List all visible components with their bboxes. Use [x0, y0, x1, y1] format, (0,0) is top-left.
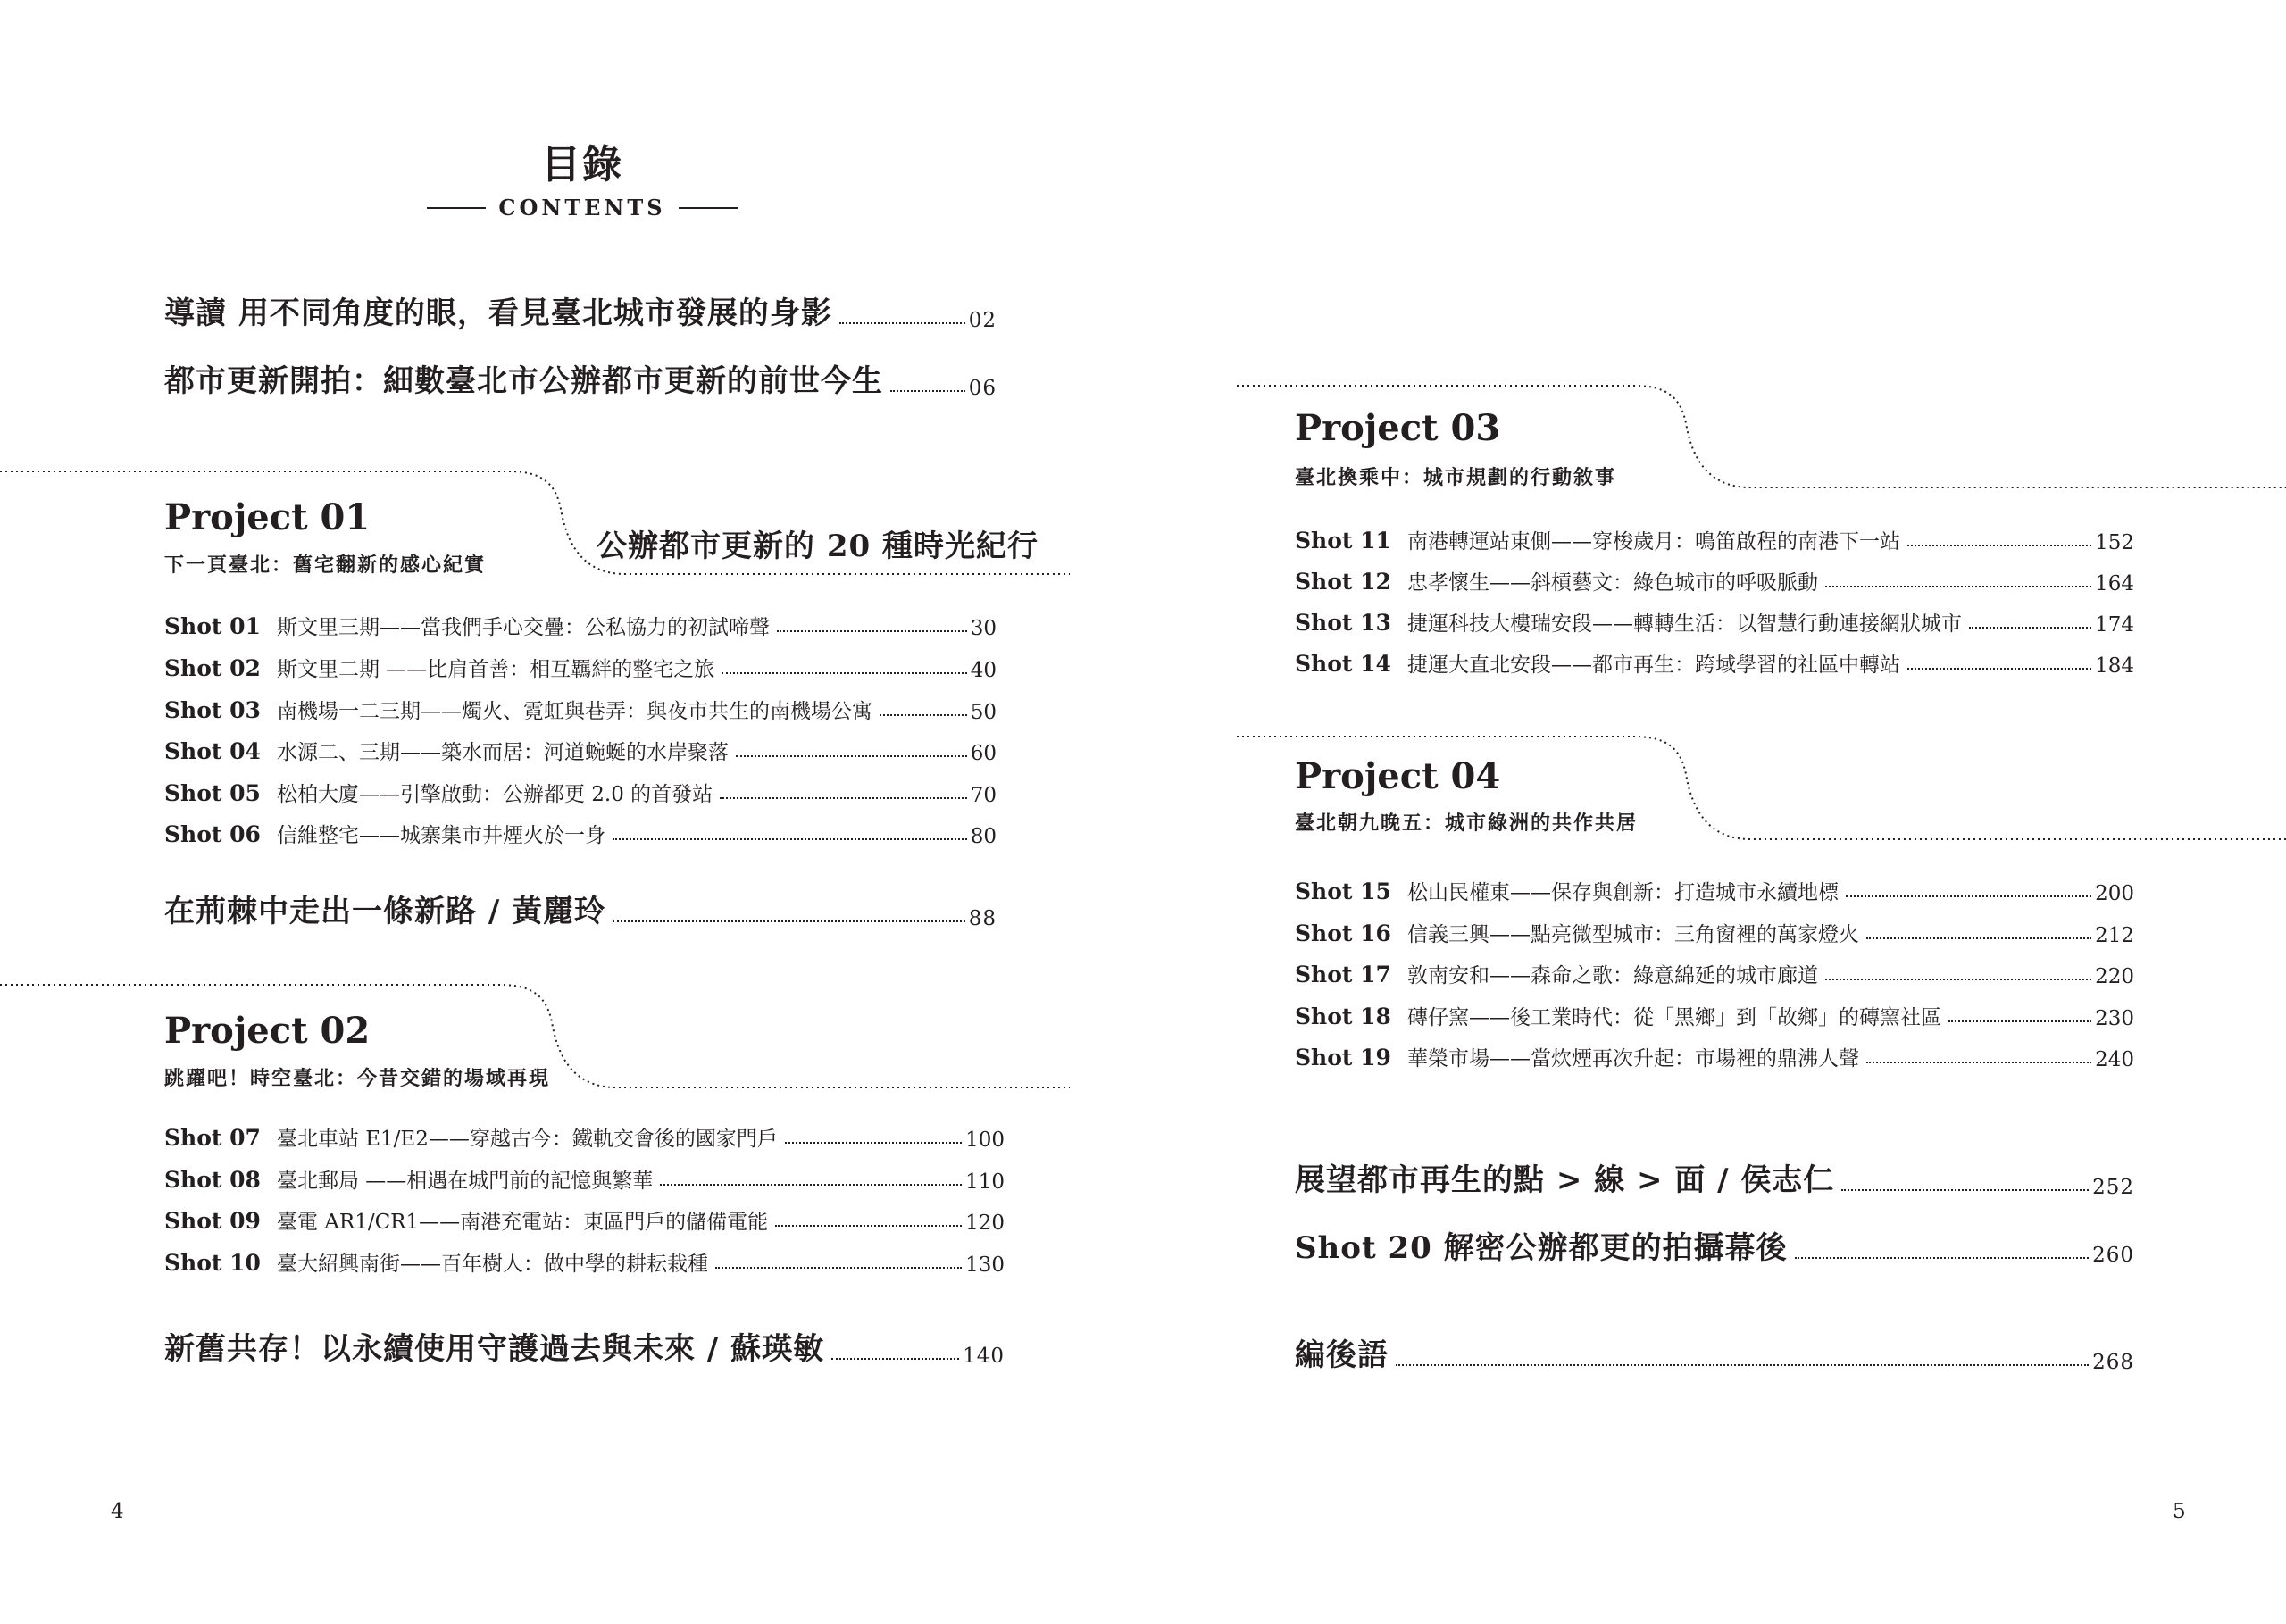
- entry-page: 60: [970, 742, 997, 765]
- leader-dots: [1841, 1189, 2089, 1191]
- entry-page: 06: [968, 377, 997, 400]
- leader-dots: [715, 1267, 962, 1269]
- entry-page: 140: [963, 1345, 1005, 1368]
- shot-number: Shot 05: [164, 780, 261, 806]
- shot-number: Shot 13: [1295, 610, 1391, 636]
- subtitle-rule-right: [679, 207, 738, 209]
- shot-title: 磚仔窯——後工業時代：從「黑鄉」到「故鄉」的磚窯社區: [1406, 1006, 1941, 1029]
- shot-title: 華榮市場——當炊煙再次升起：市場裡的鼎沸人聲: [1406, 1047, 1859, 1070]
- leader-dots: [613, 838, 967, 840]
- shot-number: Shot 12: [1295, 569, 1391, 595]
- toc-title: 目錄: [541, 142, 623, 187]
- toc-entry-shot-18[interactable]: [1295, 1000, 2134, 1030]
- toc-subtitle: [0, 195, 1164, 221]
- entry-page: 100: [965, 1128, 1005, 1152]
- toc-entry-shot-03[interactable]: [164, 694, 997, 724]
- toc-entry-shot-14[interactable]: [1295, 647, 2134, 678]
- toc-entry-essay-5[interactable]: [1295, 1333, 2134, 1374]
- entry-page: 152: [2095, 531, 2134, 554]
- entry-page: 120: [965, 1212, 1005, 1235]
- toc-entry-shot-17[interactable]: [1295, 958, 2134, 988]
- leader-dots: [1795, 1257, 2089, 1259]
- leader-dots: [880, 714, 967, 716]
- leader-dots: [831, 1358, 959, 1360]
- shot-number: Shot 11: [1295, 528, 1391, 554]
- entry-page: 50: [970, 701, 997, 724]
- toc-entry-shot-06[interactable]: [164, 818, 997, 848]
- entry-page: 252: [2092, 1176, 2134, 1199]
- entry-page: 70: [970, 784, 997, 807]
- entry-page: 230: [2095, 1007, 2134, 1030]
- entry-page: 260: [2092, 1244, 2134, 1267]
- shot-title: 捷運科技大樓瑞安段——轉轉生活：以智慧行動連接網狀城市: [1406, 612, 1962, 636]
- project-03-name: Project 03: [1295, 407, 1501, 449]
- leader-dots: [1907, 545, 2091, 546]
- shot-title: 臺北車站 E1/E2——穿越古今：鐵軌交會後的國家門戶: [276, 1128, 778, 1151]
- project-02-subtitle: 跳躍吧！時空臺北：今昔交錯的場域再現: [164, 1067, 551, 1090]
- shot-number: Shot 14: [1295, 651, 1391, 677]
- leader-dots: [839, 322, 965, 324]
- entry-page: 88: [968, 907, 997, 930]
- project-03-subtitle: 臺北換乘中：城市規劃的行動敘事: [1295, 466, 1617, 489]
- shot-title: 臺北郵局 ——相遇在城門前的記憶與繁華: [276, 1170, 654, 1193]
- toc-entry-shot-05[interactable]: [164, 777, 997, 807]
- shot-number: Shot 02: [164, 655, 261, 681]
- shot-number: Shot 18: [1295, 1004, 1391, 1029]
- shot-number: Shot 17: [1295, 962, 1391, 987]
- toc-entry-shot-01[interactable]: [164, 610, 997, 640]
- shot-number: Shot 04: [164, 738, 261, 764]
- shot-title: 敦南安和——森命之歌：綠意綿延的城市廊道: [1406, 964, 1818, 987]
- shot-number: Shot 08: [164, 1167, 261, 1193]
- leader-dots: [1948, 1020, 2091, 1022]
- leader-dots: [777, 630, 967, 632]
- leader-dots: [775, 1225, 962, 1227]
- shot-title: 松柏大廈——引擎啟動：公辦都更 2.0 的首發站: [276, 783, 713, 806]
- leader-dots: [890, 390, 965, 392]
- shot-number: Shot 03: [164, 697, 261, 723]
- entry-label: Shot 20 解密公辦都更的拍攝幕後: [1295, 1230, 1788, 1266]
- toc-entry-shot-11[interactable]: [1295, 524, 2134, 554]
- shot-title: 南港轉運站東側——穿梭歲月：鳴笛啟程的南港下一站: [1406, 530, 1900, 554]
- shot-number: Shot 07: [164, 1125, 261, 1151]
- entry-label: 新舊共存！以永續使用守護過去與未來 / 蘇瑛敏: [164, 1331, 825, 1367]
- entry-page: 02: [968, 309, 997, 332]
- shot-title: 水源二、三期——築水而居：河道蜿蜒的水岸聚落: [276, 741, 729, 764]
- page-number-right: 5: [2173, 1500, 2186, 1523]
- entry-label: 展望都市再生的點 > 線 > 面 / 侯志仁: [1295, 1162, 1835, 1198]
- toc-entry-shot-15[interactable]: [1295, 875, 2134, 905]
- shot-number: Shot 16: [1295, 920, 1391, 946]
- entry-page: 40: [970, 659, 997, 682]
- leader-dots: [722, 672, 966, 674]
- entry-page: 30: [970, 617, 997, 640]
- shot-title: 信義三興——點亮微型城市：三角窗裡的萬家燈火: [1406, 923, 1859, 946]
- shot-title: 臺大紹興南街——百年樹人：做中學的耕耘栽種: [276, 1253, 708, 1276]
- shot-number: Shot 01: [164, 613, 261, 639]
- leader-dots: [660, 1184, 962, 1186]
- shot-title: 臺電 AR1/CR1——南港充電站：東區門戶的儲備電能: [276, 1211, 769, 1234]
- toc-entry-shot-08[interactable]: [164, 1163, 1005, 1194]
- toc-entry-shot-09[interactable]: [164, 1204, 1005, 1235]
- toc-subtitle-text: CONTENTS: [498, 195, 666, 221]
- leader-dots: [1846, 895, 2091, 897]
- toc-entry-essay-4[interactable]: [1295, 1226, 2134, 1267]
- project-01-subtitle: 下一頁臺北：舊宅翻新的感心紀實: [164, 554, 487, 577]
- leader-dots: [736, 755, 967, 757]
- project-04-subtitle: 臺北朝九晚五：城市綠洲的共作共居: [1295, 812, 1639, 835]
- shot-title: 斯文里二期 ——比肩首善：相互羈絆的整宅之旅: [276, 658, 715, 681]
- shot-title: 南機場一二三期——燭火、霓虹與巷弄：與夜市共生的南機場公寓: [276, 700, 872, 723]
- entry-label: 都市更新開拍：細數臺北市公辦都市更新的前世今生: [164, 363, 883, 399]
- entry-page: 220: [2095, 965, 2134, 988]
- entry-page: 184: [2095, 654, 2134, 678]
- shot-title: 信維整宅——城寨集市井煙火於一身: [276, 824, 605, 847]
- leader-dots: [1866, 1062, 2091, 1063]
- toc-entry-intro-2[interactable]: [164, 359, 997, 400]
- leader-dots: [1825, 979, 2091, 980]
- leader-dots: [1396, 1364, 2089, 1366]
- entry-page: 240: [2095, 1048, 2134, 1071]
- shot-title: 松山民權東——保存與創新：打造城市永續地標: [1406, 881, 1839, 904]
- leader-dots: [1825, 586, 2091, 587]
- entry-page: 110: [965, 1170, 1005, 1194]
- leader-dots: [1969, 627, 2091, 629]
- entry-page: 80: [970, 825, 997, 848]
- leader-dots: [1866, 937, 2091, 939]
- shot-number: Shot 19: [1295, 1045, 1391, 1070]
- entry-label: 導讀 用不同角度的眼，看見臺北城市發展的身影: [164, 296, 832, 331]
- toc-entry-essay-2[interactable]: [164, 1327, 1005, 1368]
- entry-label: 在荊棘中走出一條新路 / 黃麗玲: [164, 894, 606, 929]
- toc-entry-shot-12[interactable]: [1295, 565, 2134, 595]
- project-04-name: Project 04: [1295, 755, 1501, 797]
- leader-dots: [613, 920, 965, 922]
- toc-entry-shot-07[interactable]: [164, 1121, 1005, 1152]
- toc-entry-intro-1[interactable]: [164, 291, 997, 332]
- entry-label: 編後語: [1295, 1337, 1389, 1373]
- entry-page: 268: [2092, 1351, 2134, 1374]
- toc-entry-shot-16[interactable]: [1295, 917, 2134, 947]
- page-number-left: 4: [111, 1500, 124, 1523]
- leader-dots: [785, 1142, 962, 1144]
- shot-title: 斯文里三期——當我們手心交疊：公私協力的初試啼聲: [276, 616, 770, 639]
- toc-entry-shot-04[interactable]: [164, 735, 997, 765]
- shot-title: 捷運大直北安段——都市再生：跨域學習的社區中轉站: [1406, 654, 1900, 677]
- shot-number: Shot 09: [164, 1208, 261, 1234]
- series-title: 公辦都市更新的 20 種時光紀行: [597, 529, 1039, 564]
- toc-entry-shot-10[interactable]: [164, 1246, 1005, 1277]
- shot-number: Shot 06: [164, 821, 261, 847]
- toc-entry-shot-02[interactable]: [164, 652, 997, 682]
- entry-page: 164: [2095, 572, 2134, 595]
- shot-title: 忠孝懷生——斜槓藝文：綠色城市的呼吸脈動: [1406, 571, 1818, 595]
- toc-entry-shot-13[interactable]: [1295, 606, 2134, 637]
- leader-dots: [720, 797, 967, 799]
- toc-entry-essay-1[interactable]: [164, 889, 997, 930]
- entry-page: 130: [965, 1253, 1005, 1277]
- entry-page: 200: [2095, 882, 2134, 905]
- entry-page: 212: [2095, 924, 2134, 947]
- toc-entry-essay-3[interactable]: [1295, 1158, 2134, 1199]
- project-01-name: Project 01: [164, 496, 371, 538]
- entry-page: 174: [2095, 613, 2134, 637]
- shot-number: Shot 10: [164, 1250, 261, 1276]
- subtitle-rule-left: [427, 207, 486, 209]
- leader-dots: [1907, 668, 2091, 670]
- project-02-name: Project 02: [164, 1010, 371, 1052]
- shot-number: Shot 15: [1295, 879, 1391, 904]
- toc-entry-shot-19[interactable]: [1295, 1041, 2134, 1071]
